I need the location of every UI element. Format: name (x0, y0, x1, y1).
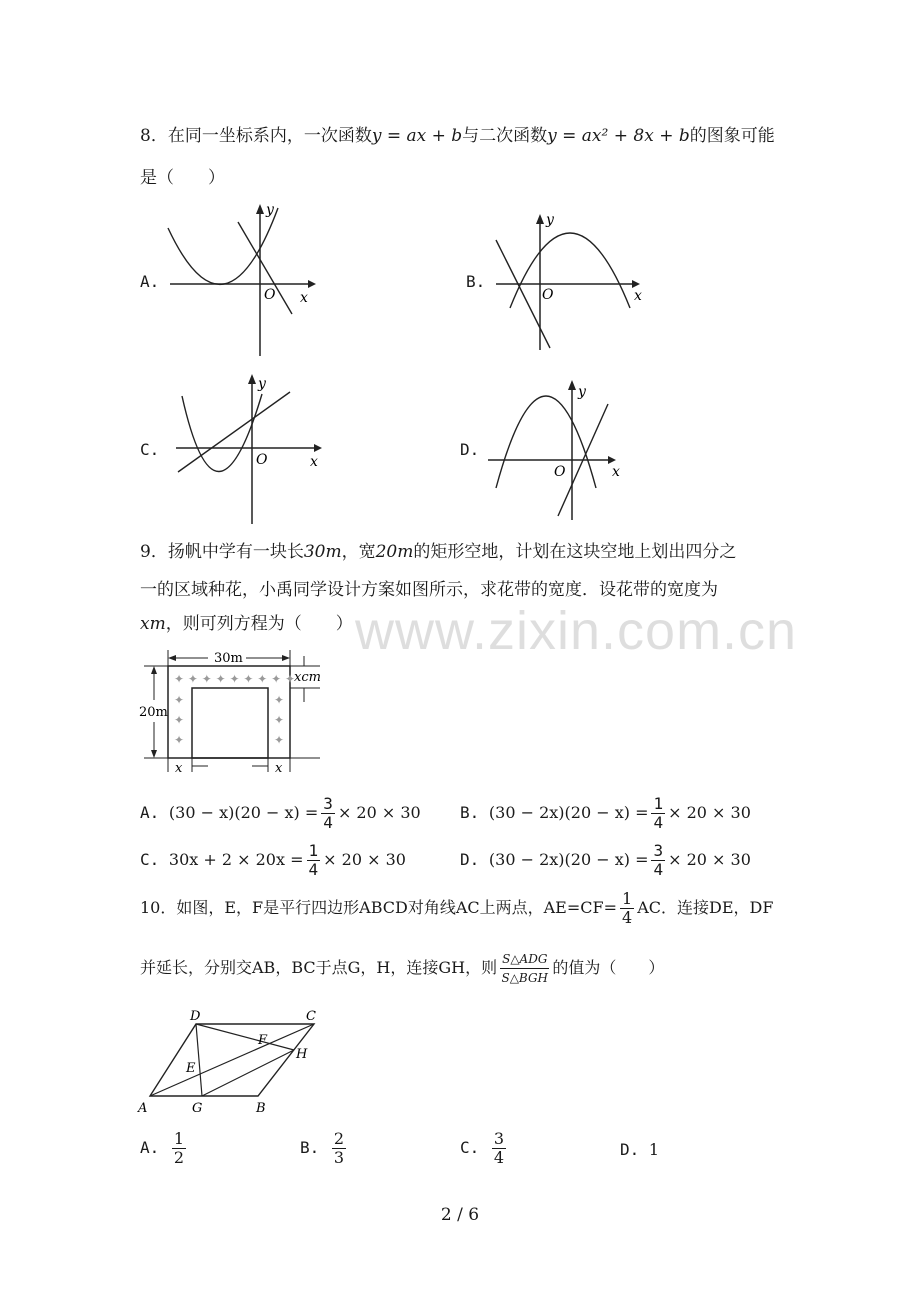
point-g-label: G (192, 1101, 203, 1116)
q9-text-c: 的矩形空地，计划在这块空地上划出四分之 (413, 542, 737, 562)
equation-lhs: (30 − x)(20 − x) = (168, 803, 319, 822)
q8-linear-eq: y = ax + b (371, 126, 463, 146)
equation-lhs: 30x + 2 × 20x = (168, 850, 304, 869)
diagonal-ac (150, 1024, 314, 1096)
q8-line-1 (140, 124, 775, 148)
numerator: 3 (323, 794, 333, 813)
point-h-label: H (296, 1047, 308, 1062)
q9-line-3 (140, 612, 353, 636)
x-label: x (300, 290, 308, 306)
equation-lhs: (30 − 2x)(20 − x) = (488, 850, 649, 869)
y-arrow-icon (248, 374, 256, 384)
svg-text:✦: ✦ (274, 713, 285, 727)
x-arrow-icon (608, 456, 616, 464)
q8-graph-c (166, 368, 326, 528)
segment-dg (196, 1024, 202, 1096)
parabola (510, 233, 630, 308)
q9-line-1 (140, 540, 736, 564)
numerator: S△ADG (500, 950, 549, 969)
q8-option-b-label: B. (466, 272, 486, 291)
origin-label: O (264, 287, 276, 303)
svg-text:✦: ✦ (274, 733, 285, 747)
x-label: x (612, 464, 620, 480)
q8-option-d-label: D. (460, 440, 480, 459)
numerator: 2 (333, 1129, 345, 1148)
dim-left-label: 20m (139, 705, 168, 720)
svg-text:✦: ✦ (174, 733, 185, 747)
option-label: C. (140, 850, 160, 869)
q9-text-a: 9．扬帆中学有一块长 (140, 542, 304, 562)
dim-bottom-right-label: x (275, 761, 283, 776)
denominator: 4 (323, 813, 333, 832)
option-label: B. (460, 803, 480, 822)
numerator: 1 (653, 794, 664, 813)
x-label: x (310, 454, 318, 470)
numerator: 3 (653, 841, 664, 860)
q9-option-a (140, 795, 421, 832)
fraction (307, 842, 321, 879)
x-arrow-icon (632, 280, 640, 288)
fraction (332, 1130, 346, 1167)
numerator: 1 (622, 889, 633, 908)
equation-lhs: (30 − 2x)(20 − x) = (488, 803, 649, 822)
watermark: www.zixin.com.cn (355, 601, 798, 661)
arrow-left-icon (168, 655, 176, 661)
denominator: 3 (333, 1148, 345, 1167)
denominator: S△BGH (501, 971, 549, 985)
y-label: y (258, 376, 266, 392)
option-value: 1 (648, 1140, 660, 1159)
option-label: A. (140, 803, 160, 822)
q8-text-b: 与二次函数 (462, 126, 548, 146)
q10-text-c: 并延长，分别交AB，BC于点G，H，连接GH，则 (140, 958, 498, 977)
q10-text-d: 的值为（ ） (552, 958, 665, 977)
option-label: A. (140, 1138, 160, 1157)
area-ratio (500, 950, 549, 987)
origin-label: O (554, 464, 566, 480)
svg-text:✦: ✦ (174, 713, 185, 727)
option-label: D. (620, 1140, 640, 1159)
numerator: 3 (493, 1129, 505, 1148)
q9-variable: xm (140, 614, 166, 634)
point-a-label: A (138, 1101, 148, 1116)
dim-right-label: xcm (294, 670, 321, 685)
y-label: y (546, 212, 554, 228)
equation-rhs: × 20 × 30 (323, 850, 406, 869)
q10-option-a (140, 1130, 189, 1167)
fraction (651, 795, 665, 832)
x-arrow-icon (314, 444, 322, 452)
y-arrow-icon (256, 204, 264, 214)
q8-line-2: 是（ ） (140, 168, 225, 188)
q9-option-b (460, 795, 751, 832)
segment-dh (196, 1024, 294, 1050)
point-d-label: D (190, 1009, 201, 1024)
q10-parallelogram-figure (134, 1004, 334, 1122)
origin-label: O (256, 452, 268, 468)
point-e-label: E (186, 1061, 196, 1076)
y-arrow-icon (568, 380, 576, 390)
option-label: D. (460, 850, 480, 869)
q10-option-d (620, 1140, 659, 1159)
point-f-label: F (258, 1033, 268, 1048)
numerator: 1 (173, 1129, 185, 1148)
q9-garden-figure (138, 646, 328, 776)
dim-top-label: 30m (214, 651, 243, 666)
svg-text:✦ ✦ ✦ ✦ ✦ ✦ ✦ ✦ ✦: ✦ ✦ ✦ ✦ ✦ ✦ ✦ ✦ ✦ (174, 672, 296, 686)
equation-rhs: × 20 × 30 (668, 850, 751, 869)
q8-graph-d (484, 370, 644, 530)
origin-label: O (542, 287, 554, 303)
q9-length: 30m (303, 542, 342, 562)
denominator: 4 (653, 860, 664, 879)
dim-bottom-left-label: x (175, 761, 183, 776)
y-arrow-icon (536, 214, 544, 224)
q10-line-2 (140, 950, 664, 987)
q9-option-c (140, 842, 406, 879)
q8-graph-b (488, 200, 648, 360)
q9-text-b: ，宽 (341, 542, 376, 562)
q9-line-2: 一的区域种花，小禹同学设计方案如图所示，求花带的宽度．设花带的宽度为 (140, 580, 718, 600)
q10-option-c (460, 1130, 509, 1167)
equation-rhs: × 20 × 30 (668, 803, 751, 822)
point-b-label: B (256, 1101, 266, 1116)
q8-graph-a (160, 200, 320, 360)
fraction (651, 842, 665, 879)
fraction (620, 890, 634, 927)
parabola (496, 396, 596, 488)
x-arrow-icon (308, 280, 316, 288)
fraction (172, 1130, 186, 1167)
q9-text-d: ，则可列方程为（ ） (165, 614, 353, 634)
denominator: 4 (493, 1148, 505, 1167)
q9-option-d (460, 842, 751, 879)
q8-option-c-label: C. (140, 440, 160, 459)
svg-text:✦: ✦ (174, 693, 185, 707)
q10-line-1 (140, 890, 773, 927)
page-number: 2 / 6 (440, 1205, 480, 1225)
x-label: x (634, 288, 642, 304)
fraction (321, 795, 335, 832)
y-label: y (578, 384, 586, 400)
segment-gh (202, 1050, 294, 1096)
q10-text-b: AC．连接DE，DF (637, 898, 774, 917)
arrow-right-icon (282, 655, 290, 661)
q10-text-a: 10．如图，E，F是平行四边形ABCD对角线AC上两点，AE=CF= (140, 898, 618, 917)
q9-width: 20m (375, 542, 414, 562)
denominator: 4 (622, 908, 633, 927)
svg-text:✦: ✦ (274, 693, 285, 707)
arrow-down-icon (151, 750, 157, 758)
q8-text-a: 8．在同一坐标系内，一次函数 (140, 126, 372, 146)
option-label: C. (460, 1138, 480, 1157)
q8-text-c: 的图象可能 (689, 126, 775, 146)
fraction (492, 1130, 506, 1167)
option-label: B. (300, 1138, 320, 1157)
inner-rect (192, 688, 268, 758)
y-label: y (266, 202, 274, 218)
q10-option-b (300, 1130, 349, 1167)
denominator: 2 (173, 1148, 185, 1167)
denominator: 4 (653, 813, 664, 832)
point-c-label: C (306, 1009, 316, 1024)
denominator: 4 (308, 860, 319, 879)
equation-rhs: × 20 × 30 (337, 803, 421, 822)
parabola (168, 208, 278, 284)
q8-option-a-label: A. (140, 272, 160, 291)
numerator: 1 (308, 841, 319, 860)
q8-quadratic-eq: y = ax² + 8x + b (547, 126, 690, 146)
arrow-up-icon (151, 666, 157, 674)
